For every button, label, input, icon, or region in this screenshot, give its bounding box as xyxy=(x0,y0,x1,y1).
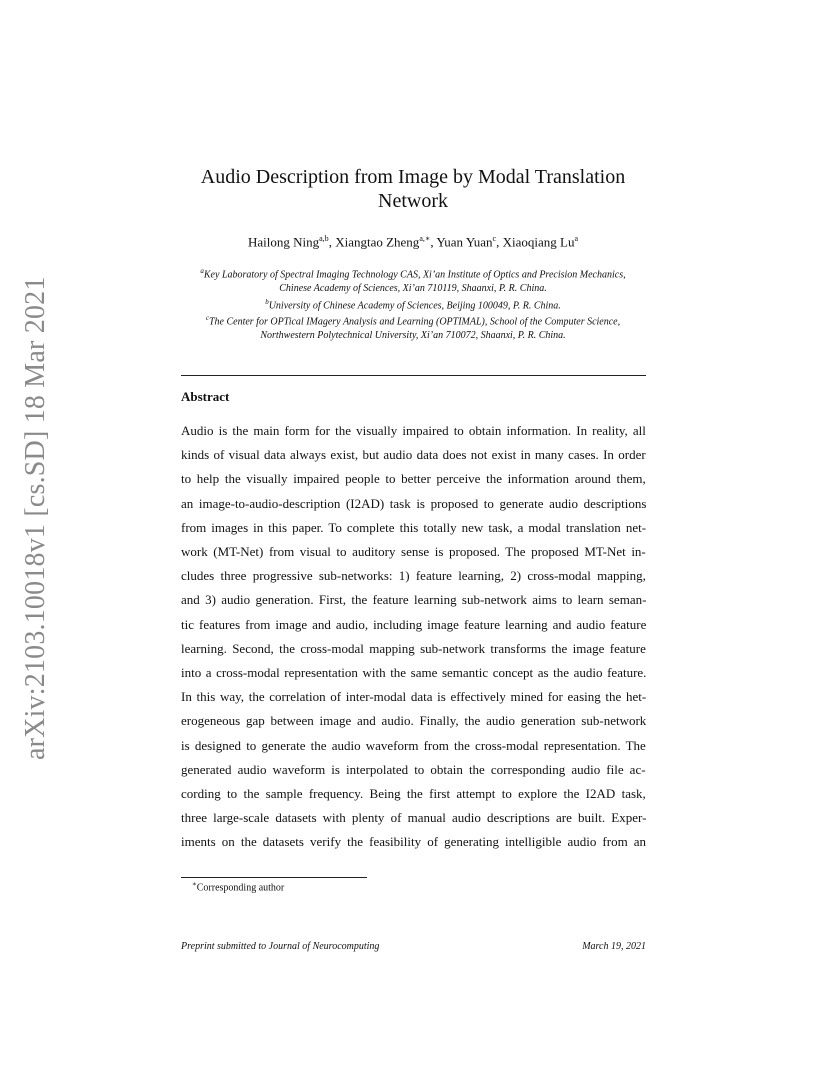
affiliation-b xyxy=(170,296,656,313)
abstract-line: into a cross-modal representation with the same semantic concept as the audio feature. xyxy=(181,665,647,681)
abstract-line: Audio is the main form for the visually impaired to obtain information. In reality, all xyxy=(181,423,646,438)
abstract-line: to help the visually impaired people to better perceive the information around them, xyxy=(181,471,646,487)
paper-title xyxy=(170,165,656,213)
abstract-line: and 3) audio generation. First, the feature learning sub-network aims to learn seman- xyxy=(181,592,647,608)
preprint-date: March 19, 2021 xyxy=(582,941,646,952)
abstract-line: learning. Second, the cross-modal mapping sub-network transforms the image feature xyxy=(181,640,646,656)
abstract-line: generated audio waveform is interpolated to obtain the corresponding audio file ac- xyxy=(181,761,646,777)
affiliation-a xyxy=(170,265,656,282)
affiliation-text: University of Chinese Academy of Sciences, Beijing 100049, P. R. China. xyxy=(268,299,561,311)
preprint-notice: Preprint submitted to Journal of Neurocomputing xyxy=(181,941,380,952)
abstract-line: cording to the sample frequency. Being the first attempt to explore the I2AD task, xyxy=(181,786,646,802)
paper-title-line-1: Audio Description from Image by Modal Translation xyxy=(200,166,626,188)
abstract-line: iments on the datasets verify the feasibility of generating intelligible audio from an xyxy=(181,834,647,850)
author-name: Yuan Yuan xyxy=(436,234,493,250)
affiliation-mark: b xyxy=(265,297,269,306)
abstract-line: kinds of visual data always exist, but audio data does not exist in many cases. In order xyxy=(181,447,646,463)
abstract-line: In this way, the correlation of inter-modal data is effectively mined for easing the het- xyxy=(181,689,647,705)
author-name: Xiaoqiang Lu xyxy=(502,234,575,250)
author-name: Xiangtao Zheng xyxy=(335,234,420,250)
affiliations xyxy=(170,265,656,343)
abstract-line: erogeneous gap between image and audio. Finally, the audio generation sub-network xyxy=(181,713,647,729)
abstract-line: from images in this paper. To complete this totally new task, a modal translation net- xyxy=(181,519,647,535)
abstract-line: work (MT-Net) from visual to auditory sense is proposed. The proposed MT-Net in- xyxy=(181,544,646,560)
affiliation-text: The Center for OPTical IMagery Analysis and Learning (OPTIMAL), School of the Computer Science, xyxy=(208,316,621,328)
header-divider xyxy=(181,375,646,376)
author-affiliation-mark: a,b xyxy=(319,234,329,243)
footnote-text: Corresponding author xyxy=(196,882,285,894)
author-affiliation-mark: a,∗ xyxy=(419,234,431,243)
paper-title-line-2: Network xyxy=(378,190,448,212)
author-affiliation-mark: c xyxy=(492,234,497,243)
abstract-body xyxy=(181,419,646,855)
affiliation-a-cont: Chinese Academy of Sciences, Xi’an 710119, Shaanxi, P. R. China. xyxy=(279,282,547,294)
abstract-line: cludes three progressive sub-networks: 1) feature learning, 2) cross-modal mapping, xyxy=(181,568,646,584)
author-separator: , xyxy=(328,234,336,250)
author-separator: , xyxy=(430,234,437,250)
footnote xyxy=(192,880,284,893)
footnote-divider xyxy=(181,877,367,878)
abstract-line: three large-scale datasets with plenty of manual audio descriptions are built. Exper- xyxy=(181,810,647,826)
abstract-line: is designed to generate the audio waveform from the cross-modal representation. The xyxy=(181,737,646,753)
affiliation-c-cont: Northwestern Polytechnical University, Xi’an 710072, Shaanxi, P. R. China. xyxy=(260,330,566,342)
footnote-mark: ∗ xyxy=(192,880,197,888)
abstract-line: an image-to-audio-description (I2AD) task is proposed to generate audio descriptions xyxy=(181,495,647,511)
abstract-heading: Abstract xyxy=(181,389,230,404)
author-affiliation-mark: a xyxy=(574,234,579,243)
affiliation-c xyxy=(170,312,656,329)
arxiv-identifier-stamp: arXiv:2103.10018v1 [cs.SD] 18 Mar 2021 xyxy=(20,276,51,760)
abstract-line: tic features from image and audio, including image feature learning and audio feature xyxy=(181,616,647,632)
affiliation-mark: c xyxy=(205,314,209,323)
author-separator: , xyxy=(496,234,503,250)
affiliation-mark: a xyxy=(200,267,204,275)
affiliation-text: Key Laboratory of Spectral Imaging Technology CAS, Xi’an Institute of Optics and Precision Mechanics, xyxy=(203,269,626,281)
author-list xyxy=(170,234,656,250)
author-name: Hailong Ning xyxy=(247,234,320,250)
